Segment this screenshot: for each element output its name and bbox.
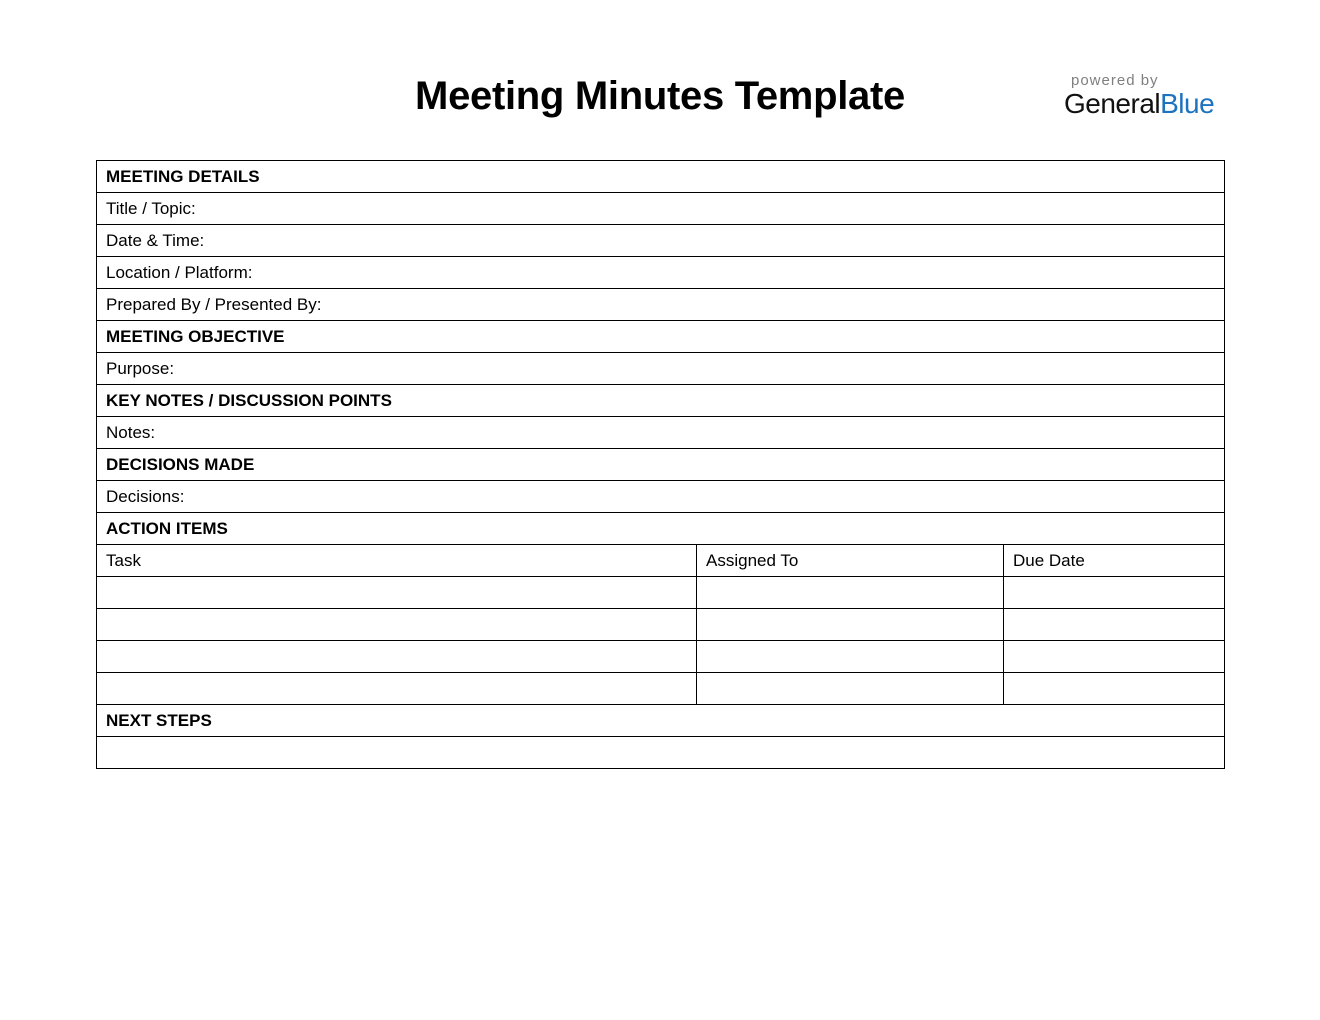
field-decisions[interactable]: Decisions: [97,481,1225,513]
section-meeting-details: MEETING DETAILS [97,161,1225,193]
task-cell[interactable] [97,641,697,673]
table-row [97,641,1225,673]
section-next-steps: NEXT STEPS [97,705,1225,737]
field-location-platform[interactable]: Location / Platform: [97,257,1225,289]
table-row [97,609,1225,641]
section-action-items: ACTION ITEMS [97,513,1225,545]
action-items-header [97,545,1225,577]
field-purpose[interactable]: Purpose: [97,353,1225,385]
assigned-to-cell[interactable] [697,673,1004,705]
brand-name [1064,89,1224,119]
page-title: Meeting Minutes Template [415,74,905,118]
due-date-cell[interactable] [1004,609,1225,641]
task-cell[interactable] [97,673,697,705]
table-row [97,577,1225,609]
due-date-cell[interactable] [1004,577,1225,609]
column-header-due-date: Due Date [1004,545,1225,577]
brand-name-blue: Blue [1160,88,1215,119]
table-row [97,673,1225,705]
field-prepared-by[interactable]: Prepared By / Presented By: [97,289,1225,321]
task-cell[interactable] [97,609,697,641]
section-decisions: DECISIONS MADE [97,449,1225,481]
column-header-assigned-to: Assigned To [697,545,1004,577]
assigned-to-cell[interactable] [697,577,1004,609]
due-date-cell[interactable] [1004,641,1225,673]
meeting-minutes-form [96,160,1225,769]
field-title-topic[interactable]: Title / Topic: [97,193,1225,225]
column-header-task: Task [97,545,697,577]
powered-by-label: powered by [1071,72,1159,89]
field-next-steps[interactable] [97,737,1225,769]
section-key-notes: KEY NOTES / DISCUSSION POINTS [97,385,1225,417]
assigned-to-cell[interactable] [697,641,1004,673]
field-date-time[interactable]: Date & Time: [97,225,1225,257]
task-cell[interactable] [97,577,697,609]
due-date-cell[interactable] [1004,673,1225,705]
assigned-to-cell[interactable] [697,609,1004,641]
brand-logo [1064,72,1224,119]
section-meeting-objective: MEETING OBJECTIVE [97,321,1225,353]
field-notes[interactable]: Notes: [97,417,1225,449]
brand-name-general: General [1064,88,1161,119]
